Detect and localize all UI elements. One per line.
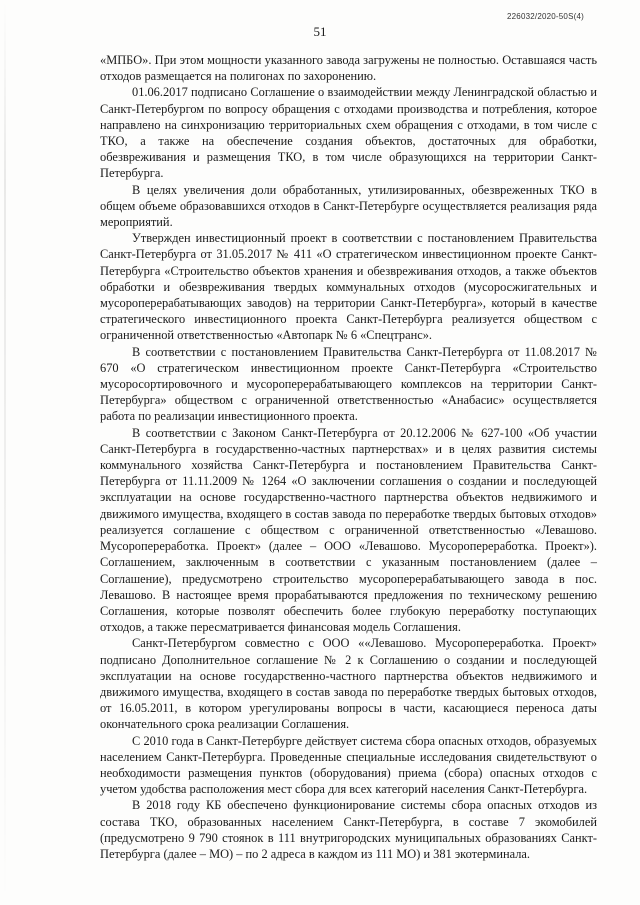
paragraph-resolution-670: В соответствии с постановлением Правительства Санкт-Петербурга от 11.08.2017 № 670 «О стратегическом инвестиционном проекте Санкт-Петербурга «Строительство мусоросортировочного и мусороперерабатывающего комплексов на территории Санкт-Петербурга» обществом с ограниченной ответственностью «Анабасис» осуществляется работа по реализации инвестиционного проекта. [100, 344, 597, 424]
paragraph-2018-ecomobiles: В 2018 году КБ обеспечено функционирование системы сбора опасных отходов из состава ТКО, образованных населением Санкт-Петербурга, в составе 7 экомобилей (предусмотрено 9 790 стоянок в 111 внутригородских муниципальных образованиях Санкт-Петербурга (далее – МО) – по 2 адреса в каждом из 111 МО) и 381 экотерминала. [100, 798, 597, 861]
paragraph-additional-agreement: Санкт-Петербургом совместно с ООО ««Левашово. Мусоропереработка. Проект» подписано Дополнительное соглашение № 2 к Соглашению о создании и последующей эксплуатации на основе государственно-частного партнерства объектов недвижимого и движимого имущества, входящего в состав завода по переработке твердых бытовых отходов, от 16.05.2011, в котором урегулированы вопросы в части, касающиеся переноса даты окончательного срока реализации Соглашения. [100, 636, 597, 732]
paragraph-hazardous-waste-system: С 2010 года в Санкт-Петербурге действует система сбора опасных отходов, образуемых населением Санкт-Петербурга. Проведенные специальные исследования свидетельствуют о необходимости размещения пунктов (оборудования) приема (сбора) опасных отходов с учетом удобства расположения мест сбора для всех категорий населения Санкт-Петербурга. [100, 733, 597, 797]
paragraph-agreement-leningrad-region: 01.06.2017 подписано Соглашение о взаимодействии между Ленинградской областью и Санкт-Петербургом по вопросу обращения с отходами производства и потребления, которое направлено на синхронизацию территориальных схем обращения с отходами, в том числе с ТКО, а также на обеспечение создания объектов, достаточных для обработки, обезвреживания и размещения ТКО, в том числе образующихся на территории Санкт-Петербурга. [100, 85, 597, 181]
paragraph-tko-measures: В целях увеличения доли обработанных, утилизированных, обезвреженных ТКО в общем объеме образовавшихся отходов в Санкт-Петербурге осуществляется реализация ряда мероприятий. [100, 182, 597, 230]
document-registration-code: 226032/2020-50S(4) [507, 12, 584, 21]
paragraph-continuation: «МПБО». При этом мощности указанного завода загружены не полностью. Оставшаяся часть отходов размещается на полигонах по захоронению. [100, 53, 597, 84]
scan-edge-shadow [4, 0, 6, 905]
paragraph-levashovo-agreement: В соответствии с Законом Санкт-Петербурга от 20.12.2006 № 627-100 «Об участии Санкт-Петербурга в государственно-частных партнерствах» и в целях развития системы коммунального хозяйства Санкт-Петербурга и постановлением Правительства Санкт-Петербурга от 11.11.2009 № 1264 «О заключении соглашения о создании и последующей эксплуатации на основе государственно-частного партнерства объектов недвижимого и движимого имущества, входящего в состав завода по переработке твердых бытовых отходов» реализуется соглашение с обществом с ограниченной ответственностью «Левашово. Мусоропереработка. Проект» (далее – ООО «Левашово. Мусоропереработка. Проект»). Соглашением, заключенным в соответствии с указанным постановлением (далее – Соглашение), предусмотрено строительство мусороперерабатывающего завода в пос. Левашово. В настоящее время прорабатываются предложения по техническому решению Соглашения, которые позволят обеспечить более глубокую переработку поступающих отходов, а также пересматривается финансовая модель Соглашения. [100, 425, 597, 635]
document-body [100, 52, 597, 862]
paragraph-investment-project-411: Утвержден инвестиционный проект в соответствии с постановлением Правительства Санкт-Петербурга от 31.05.2017 № 411 «О стратегическом инвестиционном проекте Санкт-Петербурга «Строительство объектов хранения и обезвреживания отходов, а также объектов обработки и обезвреживания твердых коммунальных отходов (мусоросжигательных и мусороперерабатывающих заводов) на территории Санкт-Петербурга», который в качестве стратегического инвестиционного проекта Санкт-Петербурга реализуется обществом с ограниченной ответственностью «Автопарк № 6 «Спецтранс». [100, 231, 597, 343]
page-number: 51 [313, 24, 327, 39]
